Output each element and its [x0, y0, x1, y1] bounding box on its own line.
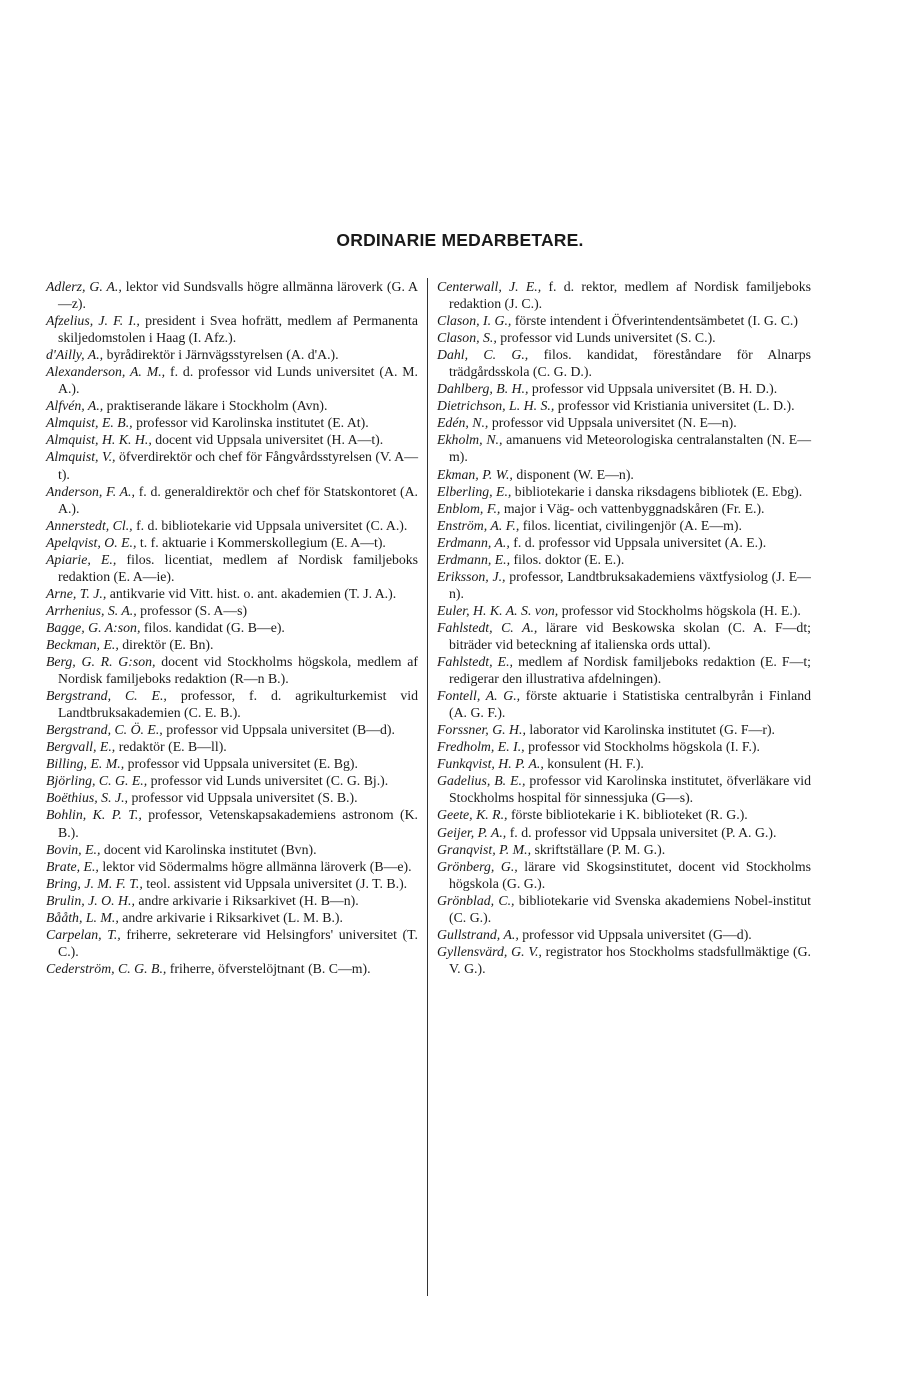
- contributor-description: lektor vid Sundsvalls högre allmänna läroverk (G. A—z).: [58, 279, 419, 312]
- contributor-description: professor vid Lunds universitet (S. C.).: [500, 330, 716, 346]
- contributor-name: Bagge, G. A:son,: [46, 619, 141, 635]
- contributor-description: filos. kandidat, föreståndare för Alnarps trädgårdsskola (C. G. D.).: [449, 347, 811, 380]
- contributor-description: f. d. rektor, medlem af Nordisk familjeboks redaktion (J. C.).: [449, 279, 811, 312]
- contributor-entry: [437, 772, 811, 806]
- contributor-entry: [437, 414, 811, 431]
- contributor-description: filos. kandidat (G. B—e).: [143, 619, 285, 635]
- contributor-name: Arrhenius, S. A.,: [46, 602, 137, 618]
- contributor-entry: [437, 278, 811, 312]
- contributor-name: Grönblad, C.,: [437, 892, 515, 908]
- contributor-description: professor vid Uppsala universitet (B—d).: [166, 722, 395, 738]
- contributor-description: professor, Vetenskapsakademiens astronom (K. B.).: [58, 807, 419, 840]
- contributor-description: professor, Landtbruksakademiens växtfysiolog (J. E—n).: [449, 568, 811, 601]
- contributor-entry: [437, 841, 811, 858]
- contributor-entry: [46, 448, 418, 482]
- contributor-description: professor vid Stockholms högskola (I. F.).: [528, 739, 760, 755]
- contributor-entry: [437, 926, 811, 943]
- contributor-description: öfverdirektör och chef för Fångvårdsstyrelsen (V. A—t).: [58, 449, 418, 482]
- contributor-description: förste aktuarie i Statistiska centralbyrån i Finland (A. G. F.).: [449, 688, 811, 721]
- contributor-name: Brulin, J. O. H.,: [46, 892, 135, 908]
- contributor-entry: [437, 824, 811, 841]
- contributor-description: friherre, sekreterare vid Helsingfors' universitet (T. C.).: [58, 926, 419, 959]
- contributor-entry: [437, 892, 811, 926]
- contributor-entry: [46, 806, 418, 840]
- contributor-entry: [437, 653, 811, 687]
- contributor-name: Bergvall, E.,: [46, 739, 116, 755]
- contributor-description: amanuens vid Meteorologiska centralanstalten (N. E—m).: [449, 432, 812, 465]
- contributor-entry: [437, 483, 811, 500]
- contributor-name: Clason, S.,: [437, 330, 497, 346]
- contributor-name: Gullstrand, A.,: [437, 926, 519, 942]
- contributor-name: Erdmann, E.,: [437, 551, 511, 567]
- contributor-name: Geete, K. R.,: [437, 807, 508, 823]
- contributor-name: Gadelius, B. E.,: [437, 773, 526, 789]
- contributor-description: andre arkivarie i Riksarkivet (H. B—n).: [138, 892, 359, 908]
- contributor-name: Björling, C. G. E.,: [46, 773, 148, 789]
- contributor-description: filos. doktor (E. E.).: [513, 551, 625, 567]
- contributor-name: Brate, E.,: [46, 858, 99, 874]
- contributor-description: professor vid Uppsala universitet (G—d).: [522, 926, 752, 942]
- contributor-name: Erdmann, A.,: [437, 534, 510, 550]
- contributor-name: Cederström, C. G. B.,: [46, 960, 167, 976]
- contributor-name: Carpelan, T.,: [46, 926, 121, 942]
- contributor-name: Bååth, L. M.,: [46, 909, 119, 925]
- contributor-name: Bergstrand, C. E.,: [46, 688, 167, 704]
- contributor-description: andre arkivarie i Riksarkivet (L. M. B.).: [122, 909, 343, 925]
- contributor-entry: [437, 329, 811, 346]
- contributor-entry: [437, 500, 811, 517]
- contributor-name: Funkqvist, H. P. A.,: [437, 756, 544, 772]
- contributor-name: Alfvén, A.,: [46, 398, 104, 414]
- contributor-description: praktiserande läkare i Stockholm (Avn).: [106, 398, 328, 414]
- column-divider: [427, 278, 428, 1296]
- contributor-name: Almquist, E. B.,: [46, 415, 133, 431]
- contributor-name: Apelqvist, O. E.,: [46, 534, 137, 550]
- contributor-name: Ekholm, N.,: [437, 432, 503, 448]
- contributor-entry: [437, 517, 811, 534]
- contributor-name: Centerwall, J. E.,: [437, 279, 542, 294]
- contributor-entry: [437, 534, 811, 551]
- contributor-description: professor vid Uppsala universitet (N. E—n).: [491, 415, 737, 431]
- contributor-name: Bring, J. M. F. T.,: [46, 875, 143, 891]
- contributor-name: Afzelius, J. F. I.,: [46, 313, 140, 329]
- contributor-entry: [437, 943, 811, 977]
- contributor-entry: [46, 772, 418, 789]
- contributor-name: Fahlstedt, E.,: [437, 654, 513, 670]
- contributor-description: professor vid Uppsala universitet (B. H. D.).: [531, 381, 778, 397]
- contributor-entry: [437, 619, 811, 653]
- contributor-description: professor vid Uppsala universitet (S. B.).: [131, 790, 358, 806]
- contributor-description: docent vid Uppsala universitet (H. A—t).: [155, 432, 384, 448]
- contributor-description: f. d. generaldirektör och chef för Statskontoret (A. A.).: [58, 483, 419, 516]
- contributor-entry: [46, 636, 418, 653]
- contributor-entry: [437, 721, 811, 738]
- contributor-entry: [46, 875, 418, 892]
- contributor-description: professor vid Stockholms högskola (H. E.).: [561, 602, 801, 618]
- contributor-name: Elberling, E.,: [437, 483, 512, 499]
- contributor-entry: [46, 653, 418, 687]
- contributor-description: förste bibliotekarie i K. biblioteket (R. G.).: [510, 807, 748, 823]
- contributor-name: Arne, T. J.,: [46, 585, 107, 601]
- contributor-entry: [46, 312, 418, 346]
- contributor-entry: [46, 909, 418, 926]
- contributor-name: Apiarie, E.,: [46, 551, 117, 567]
- contributor-description: förste intendent i Öfverintendentsämbetet (I. G. C.): [514, 313, 798, 329]
- contributor-name: Fredholm, E. I.,: [437, 739, 525, 755]
- contributor-description: antikvarie vid Vitt. hist. o. ant. akademien (T. J. A.).: [109, 585, 397, 601]
- contributor-entry: [46, 789, 418, 806]
- contributor-description: professor vid Lunds universitet (C. G. Bj.).: [150, 773, 389, 789]
- contributor-description: professor (S. A—s): [140, 602, 248, 618]
- contributor-name: Grönberg, G.,: [437, 858, 518, 874]
- contributor-name: Bergstrand, C. Ö. E.,: [46, 722, 163, 738]
- contributor-name: Boëthius, S. J.,: [46, 790, 128, 806]
- contributor-entry: [437, 312, 811, 329]
- right-column: [437, 278, 811, 977]
- contributor-entry: [46, 619, 418, 636]
- contributor-entry: [46, 346, 418, 363]
- contributor-entry: [46, 397, 418, 414]
- contributor-entry: [437, 687, 811, 721]
- contributor-description: bibliotekarie vid Svenska akademiens Nobel-institut (C. G.).: [449, 892, 811, 925]
- contributor-description: byrådirektör i Järnvägsstyrelsen (A. d'A.).: [106, 347, 339, 363]
- contributor-entry: [46, 755, 418, 772]
- contributor-name: Anderson, F. A.,: [46, 483, 135, 499]
- contributor-description: professor vid Karolinska institutet (E. At).: [136, 415, 369, 431]
- contributor-entry: [437, 466, 811, 483]
- contributor-description: major i Väg- och vattenbyggnadskåren (Fr. E.).: [503, 500, 765, 516]
- contributor-entry: [437, 346, 811, 380]
- contributor-entry: [437, 738, 811, 755]
- contributor-description: direktör (E. Bn).: [122, 636, 214, 652]
- contributor-description: friherre, öfverstelöjtnant (B. C—m).: [169, 960, 371, 976]
- contributor-name: Ekman, P. W.,: [437, 466, 513, 482]
- contributor-description: docent vid Karolinska institutet (Bvn).: [103, 841, 317, 857]
- contributor-name: Dahlberg, B. H.,: [437, 381, 529, 397]
- contributor-name: Annerstedt, Cl.,: [46, 517, 133, 533]
- contributor-description: teol. assistent vid Uppsala universitet (J. T. B.).: [146, 875, 408, 891]
- contributor-description: registrator hos Stockholms stadsfullmäktige (G. V. G.).: [449, 943, 811, 976]
- contributor-description: lärare vid Beskowska skolan (C. A. F—dt; biträder vid beteckning af italienska ords uttal).: [449, 619, 811, 652]
- contributor-description: president i Svea hofrätt, medlem af Permanenta skiljedomstolen i Haag (I. Afz.).: [58, 313, 418, 346]
- contributor-description: lektor vid Södermalms högre allmänna läroverk (B—e).: [102, 858, 412, 874]
- contributor-description: f. d. professor vid Uppsala universitet (P. A. G.).: [509, 824, 777, 840]
- contributor-name: Bovin, E.,: [46, 841, 101, 857]
- contributor-entry: [46, 721, 418, 738]
- contributor-name: Gyllensvärd, G. V.,: [437, 943, 542, 959]
- contributor-description: medlem af Nordisk familjeboks redaktion (E. F—t; redigerar den illustrativa afdelningen).: [449, 654, 811, 687]
- contributor-entry: [437, 380, 811, 397]
- contributor-entry: [46, 363, 418, 397]
- contributor-name: Enblom, F.,: [437, 500, 501, 516]
- contributor-description: t. f. aktuarie i Kommerskollegium (E. A—t).: [139, 534, 386, 550]
- contributor-description: f. d. professor vid Uppsala universitet (A. E.).: [513, 534, 767, 550]
- contributor-description: konsulent (H. F.).: [547, 756, 644, 772]
- contributor-entry: [437, 858, 811, 892]
- contributor-description: laborator vid Karolinska institutet (G. F—r).: [529, 722, 775, 738]
- contributor-entry: [46, 431, 418, 448]
- contributor-description: skriftställare (P. M. G.).: [534, 841, 666, 857]
- contributor-name: Fontell, A. G.,: [437, 688, 521, 704]
- contributor-entry: [46, 517, 418, 534]
- contributor-entry: [46, 551, 418, 585]
- contributor-name: Fahlstedt, C. A.,: [437, 619, 538, 635]
- contributor-entry: [46, 687, 418, 721]
- contributor-description: docent vid Stockholms högskola, medlem af Nordisk familjeboks redaktion (R—n B.).: [58, 654, 418, 687]
- contributor-description: f. d. professor vid Lunds universitet (A. M. A.).: [58, 364, 419, 397]
- contributor-entry: [46, 278, 418, 312]
- contributor-name: Billing, E. M.,: [46, 756, 125, 772]
- contributor-description: professor vid Karolinska institutet, öfverläkare vid Stockholms hospital för sinnessjuka (G—s).: [449, 773, 811, 806]
- contributor-description: professor vid Uppsala universitet (E. Bg).: [127, 756, 358, 772]
- contributor-entry: [46, 858, 418, 875]
- contributor-description: filos. licentiat, civilingenjör (A. E—m).: [522, 517, 742, 533]
- contributor-entry: [437, 397, 811, 414]
- contributor-description: filos. licentiat, medlem af Nordisk familjeboks redaktion (E. A—ie).: [58, 551, 419, 584]
- contributor-name: Dietrichson, L. H. S.,: [437, 398, 555, 414]
- contributor-entry: [437, 806, 811, 823]
- contributor-name: Almquist, H. K. H.,: [46, 432, 152, 448]
- contributor-entry: [46, 892, 418, 909]
- contributor-entry: [437, 431, 811, 465]
- contributor-entry: [46, 926, 418, 960]
- contributor-name: Granqvist, P. M.,: [437, 841, 532, 857]
- contributor-entry: [437, 568, 811, 602]
- contributor-name: Berg, G. R. G:son,: [46, 654, 156, 670]
- contributor-entry: [437, 602, 811, 619]
- contributor-name: Bohlin, K. P. T.,: [46, 807, 142, 823]
- contributor-name: Forssner, G. H.,: [437, 722, 526, 738]
- contributor-name: Clason, I. G.,: [437, 313, 512, 329]
- contributor-entry: [46, 960, 418, 977]
- contributor-entry: [46, 585, 418, 602]
- contributor-description: bibliotekarie i danska riksdagens bibliotek (E. Ebg).: [514, 483, 803, 499]
- contributor-name: d'Ailly, A.,: [46, 347, 104, 363]
- left-column: [46, 278, 418, 977]
- contributor-name: Eriksson, J.,: [437, 568, 506, 584]
- contributor-name: Almquist, V.,: [46, 449, 116, 465]
- contributor-name: Dahl, C. G.,: [437, 347, 529, 363]
- contributor-description: f. d. bibliotekarie vid Uppsala universitet (C. A.).: [136, 517, 408, 533]
- contributor-entry: [46, 841, 418, 858]
- contributor-description: professor, f. d. agrikulturkemist vid Landtbruksakademien (C. E. B.).: [58, 688, 418, 721]
- page-title: ORDINARIE MEDARBETARE.: [336, 230, 584, 250]
- contributor-entry: [46, 483, 418, 517]
- contributor-name: Edén, N.,: [437, 415, 489, 431]
- contributor-name: Geijer, P. A.,: [437, 824, 507, 840]
- contributor-entry: [46, 738, 418, 755]
- contributor-entry: [437, 551, 811, 568]
- contributor-description: lärare vid Skogsinstitutet, docent vid Stockholms högskola (G. G.).: [449, 858, 811, 891]
- contributor-description: disponent (W. E—n).: [516, 466, 634, 482]
- contributor-entry: [46, 602, 418, 619]
- contributor-name: Euler, H. K. A. S. von,: [437, 602, 559, 618]
- contributor-entry: [46, 534, 418, 551]
- contributor-description: redaktör (E. B—ll).: [118, 739, 227, 755]
- contributor-entry: [437, 755, 811, 772]
- contributor-description: professor vid Kristiania universitet (L. D.).: [557, 398, 795, 414]
- contributor-entry: [46, 414, 418, 431]
- contributor-name: Beckman, E.,: [46, 636, 119, 652]
- contributor-name: Alexanderson, A. M.,: [46, 364, 166, 380]
- contributor-name: Enström, A. F.,: [437, 517, 520, 533]
- contributor-name: Adlerz, G. A.,: [46, 279, 122, 294]
